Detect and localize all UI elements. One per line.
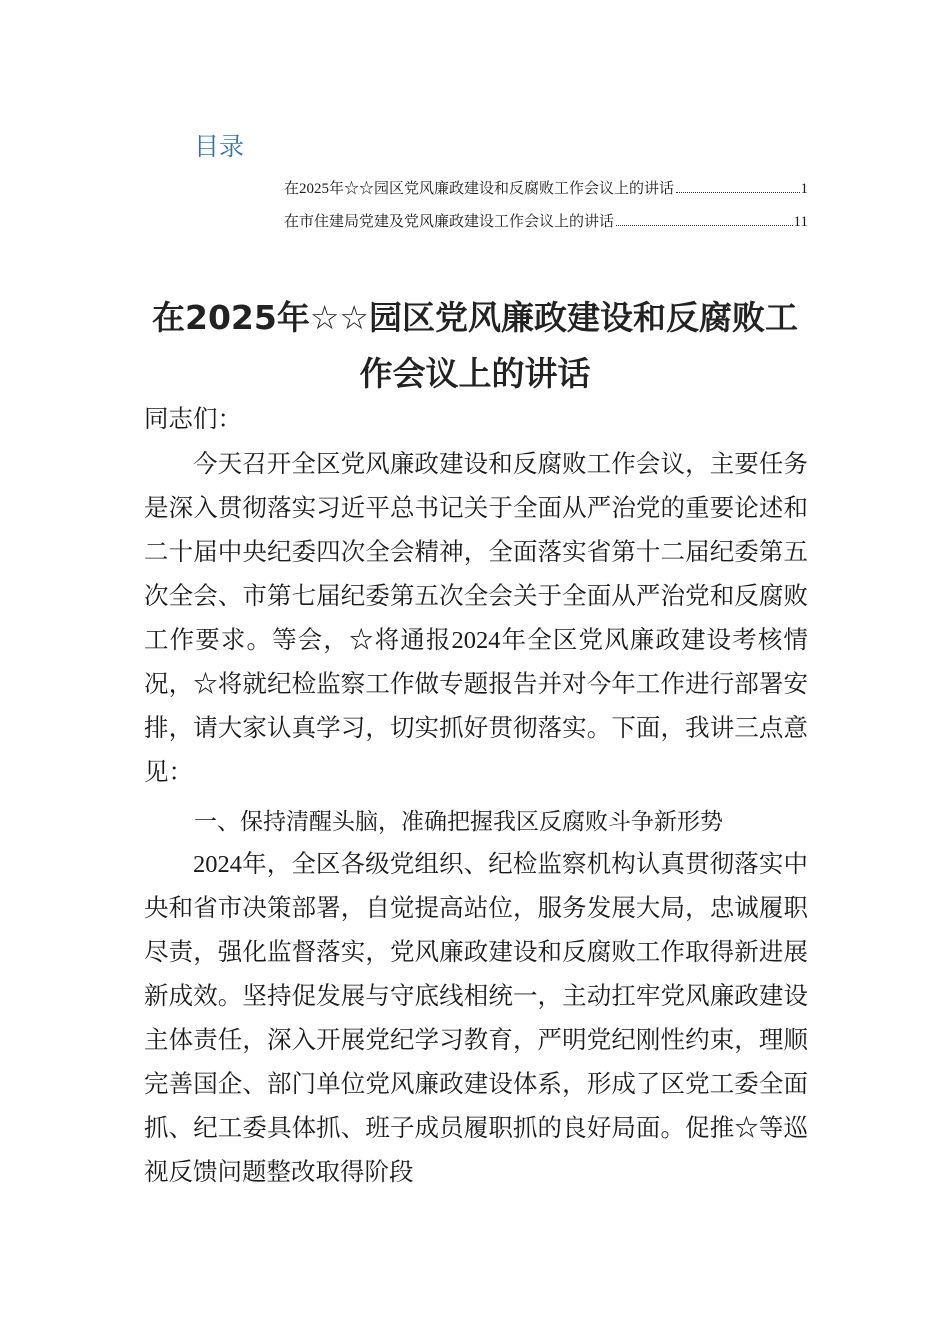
toc-heading: 目录 xyxy=(194,132,245,161)
section-heading: 一、保持清醒头脑，准确把握我区反腐败斗争新形势 xyxy=(194,809,723,835)
salutation: 同志们： xyxy=(144,406,242,433)
toc-dot-leader xyxy=(676,192,799,193)
toc-dot-leader xyxy=(616,225,793,226)
toc-entry-page: 1 xyxy=(800,181,808,197)
toc-entry[interactable] xyxy=(284,212,808,232)
toc-entry-text: 在2025年☆☆园区党风廉政建设和反腐败工作会议上的讲话 xyxy=(284,181,675,197)
toc-entry[interactable] xyxy=(284,179,808,199)
toc-entry-text: 在市住建局党建及党风廉政建设工作会议上的讲话 xyxy=(284,214,615,230)
document-title: 在2025年☆☆园区党风廉政建设和反腐败工作会议上的讲话 xyxy=(151,298,798,393)
toc-entry-page: 11 xyxy=(793,214,808,230)
body-paragraph: 2024年，全区各级党组织、纪检监察机构认真贯彻落实中央和省市决策部署，自觉提高站位，服务发展大局，忠诚履职尽责，强化监督落实，党风廉政建设和反腐败工作取得新进展新成效。坚持促发展与守底线相统一，主动扛牢党风廉政建设主体责任，深入开展党纪学习教育，严明党纪刚性约束，理顺完善国企、部门单位党风廉政建设体系，形成了区党工委全面抓、纪工委具体抓、班子成员履职抓的良好局面。促推☆等巡视反馈问题整改取得阶段 xyxy=(144,851,808,1186)
body-paragraph: 今天召开全区党风廉政建设和反腐败工作会议，主要任务是深入贯彻落实习近平总书记关于全面从严治党的重要论述和二十届中央纪委四次全会精神，全面落实省第十二届纪委第五次全会、市第七届纪委第五次全会关于全面从严治党和反腐败工作要求。等会，☆将通报2024年全区党风廉政建设考核情况，☆将就纪检监察工作做专题报告并对今年工作进行部署安排，请大家认真学习，切实抓好贯彻落实。下面，我讲三点意见： xyxy=(144,451,808,786)
